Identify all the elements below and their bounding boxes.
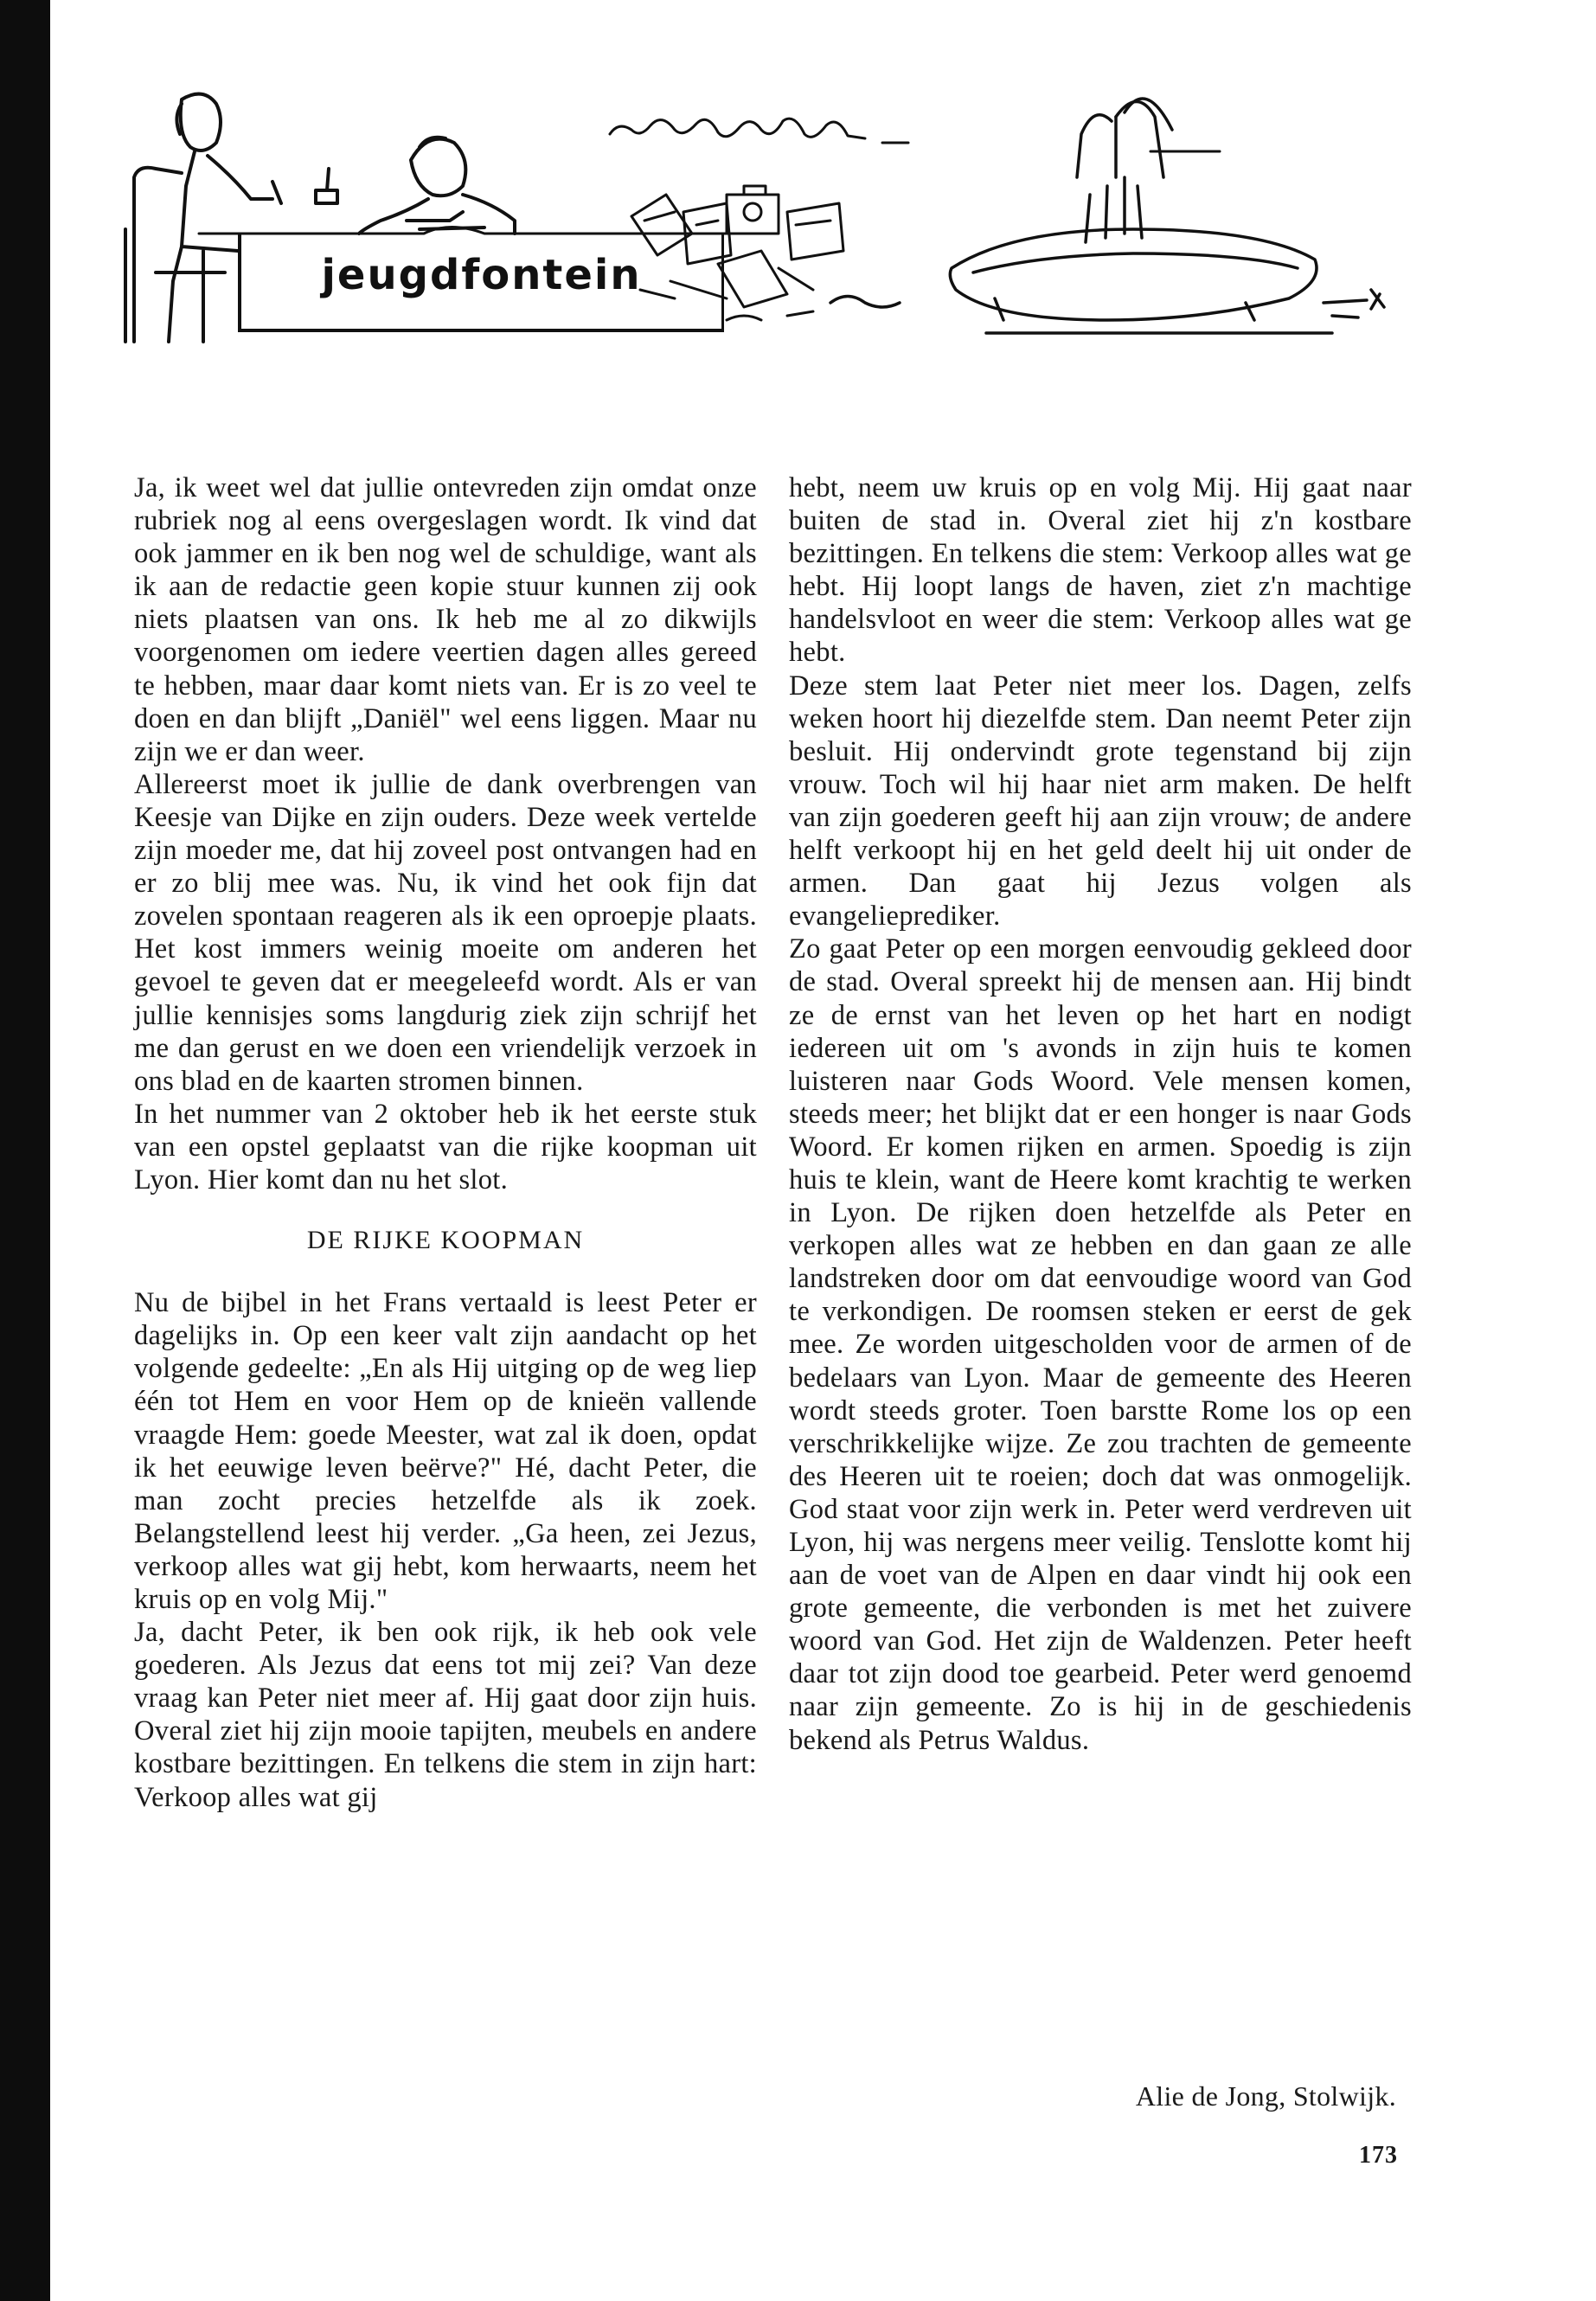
story-paragraph: Zo gaat Peter op een morgen eenvoudig gekleed door de stad. Overal spreekt hij de mensen aan. Hij bindt ze de ernst van het leven op het hart en nodigt iedereen uit om 's avonds in zijn huis te komen luisteren naar Gods Woord. Vele mensen komen, steeds meer; het blijkt dat er een honger is naar Gods Woord. Er komen rijken en armen. Spoedig is zijn huis te klein, want de Heere komt krachtig te werken in Lyon. De rijken doen hetzelfde als Peter en verkopen alles wat ze hebben en dan gaan ze alle landstreken door om dat eenvoudige woord van God te verkondigen. De roomsen steken er eerst de gek mee. Ze worden uitgescholden voor de armen of de bedelaars van Lyon. Maar de gemeente des Heeren wordt steeds groter. Toen barstte Rome los op een verschrikkelijke wijze. Ze zou trachten de gemeente des Heeren uit te roeien; doch dat was onmogelijk. God staat voor zijn werk in. Peter werd verdreven uit Lyon, hij was nergens meer veilig. Tenslotte komt hij aan de voet van de Alpen en daar vindt hij ook een grote gemeente, die verbonden is met het zuivere woord van God. Het zijn de Waldenzen. Peter heeft daar tot zijn dood toe gearbeid. Peter werd genoemd naar zijn gemeente. Zo is hij in de geschiedenis bekend als Petrus Waldus. xyxy=(789,933,1412,1756)
story-heading: DE RIJKE KOOPMAN xyxy=(306,1226,585,1255)
intro-paragraph: Ja, ik weet wel dat jullie ontevreden zijn omdat onze rubriek nog al eens overgeslagen wordt. Ik vind dat ook jammer en ik ben nog wel de schuldige, want als ik aan de redactie geen kopie stuur kunnen zij ook niets plaatsen van ons. Ik heb me al zo dikwijls voorgenomen om iedere veertien dagen alles gereed te hebben, maar daar komt niets van. Er is zo veel te doen en dan blijft „Daniël" wel eens liggen. Maar nu zijn we er dan weer. xyxy=(134,472,757,767)
fountain-drawing xyxy=(830,99,1384,333)
girl-reading-drawing xyxy=(359,138,515,234)
author-signature: Alie de Jong, Stolwijk. xyxy=(1135,2080,1396,2112)
story-paragraph: Ja, dacht Peter, ik ben ook rijk, ik heb ook vele goederen. Als Jezus dat eens tot mij zei? Van deze vraag kan Peter niet meer af. Hij gaat door zijn huis. Overal ziet hij zijn mooie tapijten, meubels en andere kostbare bezittingen. En telkens die stem in zijn hart: Verkoop alles wat gij xyxy=(134,1617,757,1813)
masthead-box xyxy=(238,234,724,332)
binding-strip xyxy=(0,0,50,2301)
intro-paragraph: Allereerst moet ik jullie de dank overbrengen van Keesje van Dijke en zijn ouders. Deze week vertelde zijn moeder me, dat hij zoveel post ontvangen had en er zo blij mee was. Nu, ik vind het ook fijn dat zovelen spontaan reageren als ik een oproepje plaats. Het kost immers weinig moeite om anderen het gevoel te geven dat er meegeleefd wordt. Als er van jullie kennisjes soms langdurig ziek zijn schrijf het me dan gerust en we doen een vriendelijk verzoek in ons blad en de kaarten stromen binnen. xyxy=(134,768,757,1097)
left-column xyxy=(134,471,757,1814)
story-paragraph: Deze stem laat Peter niet meer los. Dagen, zelfs weken hoort hij diezelfde stem. Dan neemt Peter zijn besluit. Hij ondervindt grote tegenstand bij zijn vrouw. Toch wil hij haar niet arm maken. De helft van zijn goederen geeft hij aan zijn vrouw; de andere helft verkoopt hij en het geld deelt hij uit onder de armen. Dan gaat hij Jezus volgen als evangelieprediker. xyxy=(789,670,1412,933)
page-number: 173 xyxy=(1359,2142,1398,2169)
masthead-title: jeugdfontein xyxy=(321,251,642,299)
story-paragraph: hebt, neem uw kruis op en volg Mij. Hij gaat naar buiten de stad in. Overal ziet hij z'n kostbare bezittingen. En telkens die stem: Verkoop alles wat ge hebt. Hij loopt langs de haven, ziet z'n machtige handelsvloot en weer die stem: Verkoop alles wat ge hebt. xyxy=(789,472,1412,669)
inkpot-drawing xyxy=(316,169,337,203)
intro-paragraph: In het nummer van 2 oktober heb ik het eerste stuk van een opstel geplaatst van die rijke koopman uit Lyon. Hier komt dan nu het slot. xyxy=(134,1098,757,1195)
right-column xyxy=(789,471,1412,1757)
story-paragraph: Nu de bijbel in het Frans vertaald is leest Peter er dagelijks in. Op een keer valt zijn aandacht op het volgende gedeelte: „En als Hij uitging op de weg liep één tot Hem en voor Hem op de knieën vallende vraagde Hem: goede Meester, wat zal ik doen, opdat ik het eeuwige leven beërve?" Hé, dacht Peter, die man zocht precies hetzelfde als ik zoek. Belangstellend leest hij verder. „Ga heen, zei Jezus, verkoop alles wat gij hebt, kom herwaarts, neem het kruis op en volg Mij." xyxy=(134,1287,757,1615)
